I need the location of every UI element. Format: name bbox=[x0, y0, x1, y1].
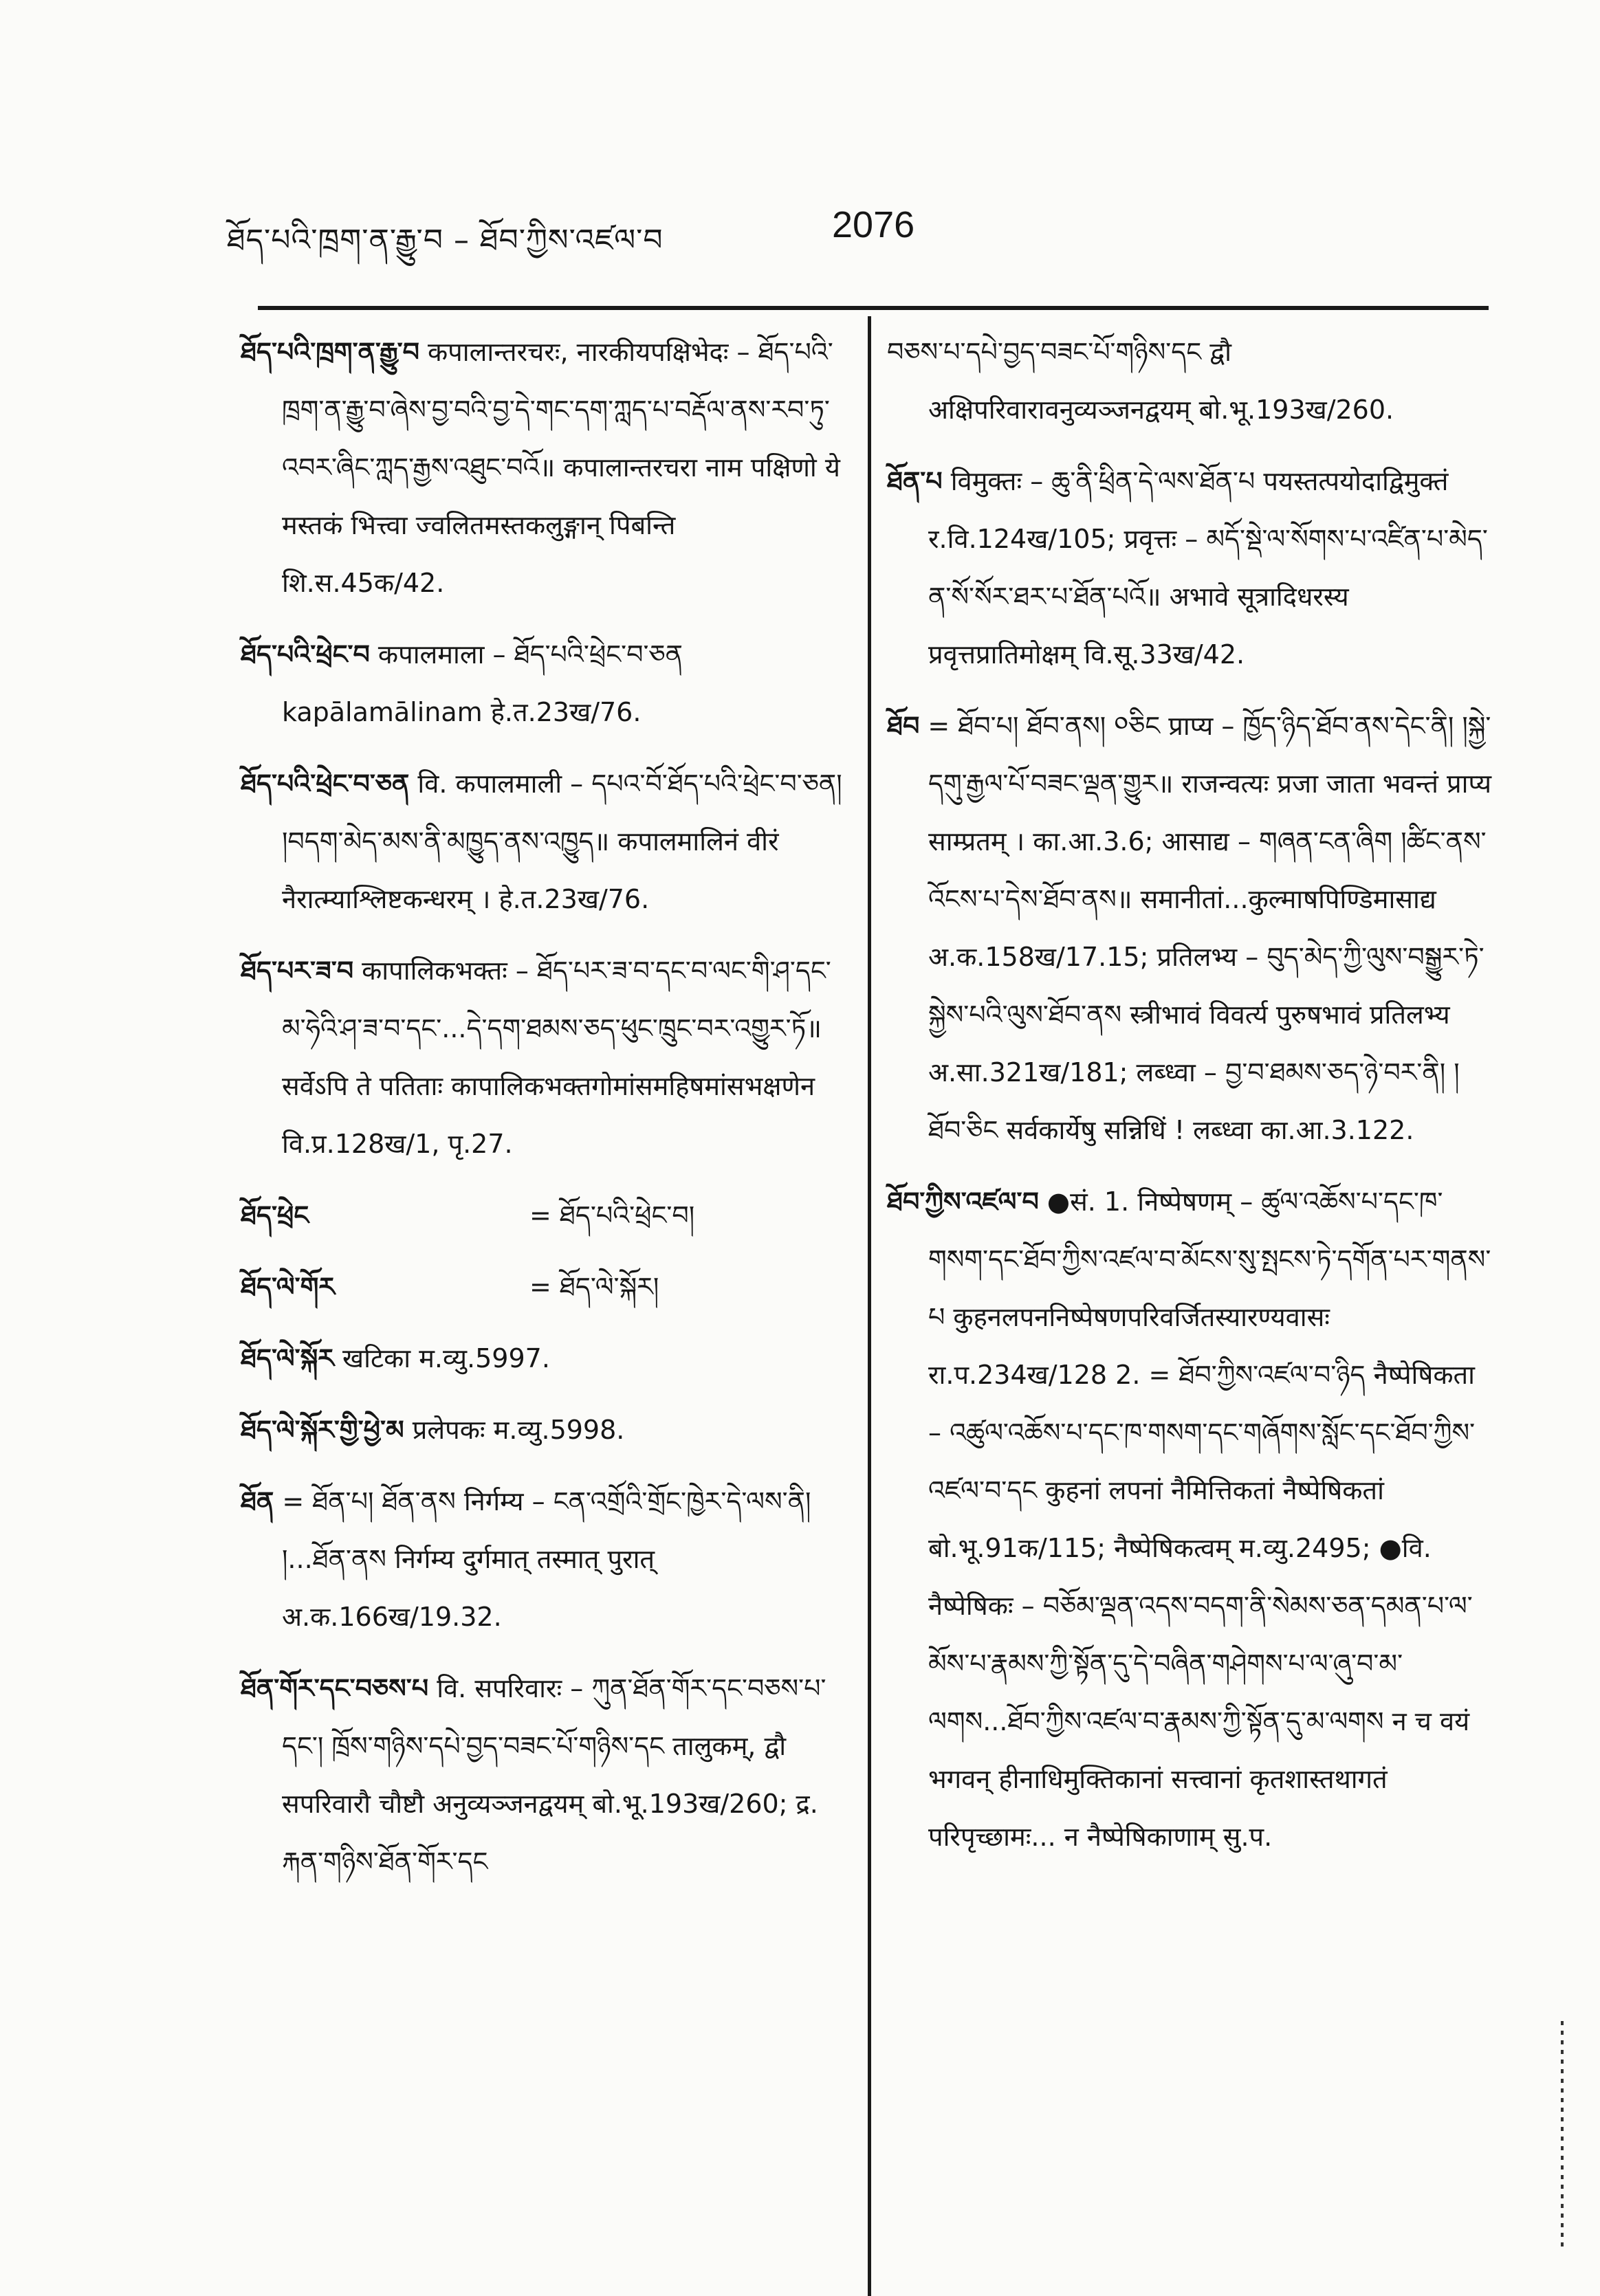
headword: ཐོད་པར་ཟ་བ bbox=[241, 956, 354, 986]
dictionary-entry bbox=[887, 452, 1492, 683]
headword: ཐོད་ལེ་སྐོར་གྱི་ཕྱེ་མ bbox=[241, 1415, 404, 1445]
dictionary-entry bbox=[241, 1659, 846, 1890]
entry-body: བཅས་པ་དཔེ་བྱད་བཟང་པོ་གཉིས་དང द्वौ अक्षिपरिवारावनुव्यञ्जनद्वयम् बो.भू.193ख/260. bbox=[887, 337, 1394, 425]
entry-body: कपालमाला – ཐོད་པའི་ཕྲེང་བ་ཅན kapālamālinam हे.त.23ख/76. bbox=[282, 639, 683, 727]
headword: ཐོད་ལེ་གོར bbox=[241, 1272, 336, 1302]
equivalence-entry bbox=[241, 1258, 846, 1316]
entry-body: = ཐོབ་པ། ཐོབ་ནས། ༠ཅིང प्राप्य – ཁྱོད་ཉིད་ཐོབ་ནས་དེང་ནི། །སྐྱེ་དགུ་རྒྱལ་པོ་བཟང་ལྡན་གྱུར॥ राजन्वत्यः प्रजा जाता भवन्तं प्राप्य साम्प्रतम् । का.आ.3.6; आसाद्य – གཞན་ངན་ཞིག །ཚིང་ནས་འོངས་པ་དེས་ཐོབ་ནས॥ समानीतां...कुल्माषपिण्डिमासाद्य अ.क.158ख/17.15; प्रतिलभ्य – བུད་མེད་ཀྱི་ལུས་བསྒྱུར་ཏེ་སྐྱེས་པའི་ལུས་ཐོབ་ནས स्त्रीभावं विवर्त्य पुरुषभावं प्रतिलभ्य अ.सा.321ख/181; लब्ध्वा – བྱ་བ་ཐམས་ཅད་ཉེ་བར་ནི། །ཐོབ་ཅིང सर्वकार्येषु सन्निधिं ! लब्ध्वा का.आ.3.122. bbox=[919, 711, 1491, 1145]
running-head-text: ཐོད་པའི་ཁྲག་ན་རྒྱུ་བ – ཐོབ་ཀྱིས་འཛལ་བ bbox=[227, 223, 664, 258]
headword: ཐོད་པའི་ཕྲེང་བ་ཅན bbox=[241, 769, 410, 799]
headword: ཐོན bbox=[241, 1486, 274, 1516]
headword: ཐོན་གོར་དང་བཅས་པ bbox=[241, 1673, 429, 1703]
headword: ཐོབ bbox=[887, 711, 920, 741]
equivalent: = ཐོད་པའི་ཕྲེང་བ། bbox=[529, 1200, 695, 1230]
dictionary-entry bbox=[241, 323, 846, 612]
dictionary-entry bbox=[241, 942, 846, 1173]
entry-body: खटिका म.व्यु.5997. bbox=[333, 1343, 550, 1373]
headword: ཐོབ་ཀྱིས་འཛལ་བ bbox=[887, 1186, 1039, 1217]
column-divider bbox=[868, 316, 871, 2296]
running-header bbox=[227, 206, 1478, 268]
entry-body: प्रलेपकः म.व्यु.5998. bbox=[404, 1415, 625, 1445]
headword: ཐོད་ཕྲེང bbox=[241, 1200, 309, 1230]
right-column bbox=[887, 323, 1492, 1879]
equivalence-entry bbox=[241, 1186, 846, 1244]
left-column bbox=[241, 323, 846, 1904]
entry-body: = ཐོན་པ། ཐོན་ནས निर्गम्य – ངན་འགྲོའི་གྲོང་ཁྱེར་དེ་ལས་ནི། །...ཐོན་ནས निर्गम्य दुर्गमात् तस्मात् पुरात् अ.क.166ख/19.32. bbox=[274, 1486, 811, 1632]
dictionary-entry-continuation bbox=[887, 323, 1492, 439]
dictionary-entry bbox=[241, 1472, 846, 1646]
dictionary-entry bbox=[241, 1329, 846, 1387]
entry-body: विमुक्तः – ཆུ་ནི་ཕྲིན་དེ་ལས་ཐོན་པ पयस्तत्पयोदाद्विमुक्तं र.वि.124ख/105; प्रवृत्तः – མདོ་སྡེ་ལ་སོགས་པ་འཛིན་པ་མེད་ན་སོ་སོར་ཐར་པ་ཐོན་པའོ॥ अभावे सूत्रादिधरस्य प्रवृत्तप्रातिमोक्षम् वि.सू.33ख/42. bbox=[928, 466, 1488, 670]
dictionary-entry bbox=[241, 755, 846, 928]
page-number: 2076 bbox=[832, 204, 915, 245]
headword: ཐོད་ལེ་སྐོར bbox=[241, 1343, 334, 1373]
entry-body: वि. कपालमाली – དཔའ་བོ་ཐོད་པའི་ཕྲེང་བ་ཅན། །བདག་མེད་མས་ནི་མཁྱུད་ནས་འཁྱུད॥ कपालमालिनं वीरं नैरात्म्याश्लिष्टकन्धरम् । हे.त.23ख/76. bbox=[282, 769, 842, 914]
equivalent: = ཐོད་ལེ་སྐོར། bbox=[529, 1272, 659, 1302]
dictionary-entry bbox=[241, 1401, 846, 1459]
dictionary-entry bbox=[887, 1173, 1492, 1866]
entry-body: कपालान्तरचरः, नारकीयपक्षिभेदः – ཐོད་པའི་ཁྲག་ན་རྒྱུ་བ་ཞེས་བྱ་བའི་བྱ་དེ་གང་དག་ཀླད་པ་བརྡོལ་ནས་རབ་ཏུ་འབར་ཞིང་ཀླད་རྒྱས་འཐུང་བའོ॥ कपालान्तरचरा नाम पक्षिणो ये मस्तकं भित्त्वा ज्वलितमस्तकलुङ्गान् पिबन्ति शि.स.45क/42. bbox=[282, 337, 840, 598]
headword: ཐོད་པའི་ཁྲག་ན་རྒྱུ་བ bbox=[241, 337, 419, 367]
dictionary-entry bbox=[241, 626, 846, 741]
scan-margin-mark bbox=[1561, 2021, 1564, 2248]
headword: ཐོད་པའི་ཕྲེང་བ bbox=[241, 639, 370, 670]
entry-body: वि. सपरिवारः – ཀུན་ཐོན་གོར་དང་བཅས་པ་དང་། ཁྲོས་གཉིས་དཔེ་བྱད་བཟང་པོ་གཉིས་དང तालुकम्, द्वौ सपरिवारौ चौष्टौ अनुव्यञ्जनद्वयम् बो.भू.193ख/260; द्र. རྐན་གཉིས་ཐོན་གོར་དང bbox=[282, 1673, 826, 1877]
headword: ཐོན་པ bbox=[887, 466, 943, 496]
dictionary-entry bbox=[887, 697, 1492, 1159]
header-rule bbox=[258, 306, 1489, 310]
entry-body: कापालिकभक्तः – ཐོད་པར་ཟ་བ་དང་བ་ལང་གི་ཤ་དང་མ་ཧེའི་ཤ་ཟ་བ་དང་...དེ་དག་ཐམས་ཅད་ཕུང་ཁྲུང་བར་འགྱུར་ཏོ॥ सर्वेऽपि ते पतिताः कापालिकभक्तगोमांसमहिषमांसभक्षणेन वि.प्र.128ख/1, पृ.27. bbox=[282, 956, 831, 1159]
entry-body: ●सं. 1. निष्पेषणम् – ཚུལ་འཆོས་པ་དང་ཁ་གསག་དང་ཐོབ་ཀྱིས་འཛལ་བ་མོངས་སུ་སྤངས་ཏེ་དགོན་པར་གནས་པ कुहनलपननिष्पेषणपरिवर्जितस्यारण्यवासः रा.प.234ख/128 2. = ཐོབ་ཀྱིས་འཛལ་བ་ཉིད नैष्पेषिकता – འཚུལ་འཆོས་པ་དང་ཁ་གསག་དང་གཞོགས་སློང་དང་ཐོབ་ཀྱིས་འཛལ་བ་དང कुहनां लपनां नैमित्तिकतां नैष्पेषिकतां बो.भू.91क/115; नैष्पेषिकत्वम् म.व्यु.2495; ●वि. नैष्पेषिकः – བཅོམ་ལྡན་འདས་བདག་ནི་སེམས་ཅན་དམན་པ་ལ་མོས་པ་རྣམས་ཀྱི་སྟོན་དུ་དེ་བཞིན་གཤེགས་པ་ལ་ཞུ་བ་མ་ལགས...ཐོབ་ཀྱིས་འཛལ་བ་རྣམས་ཀྱི་སྟོན་དུ་མ་ལགས न च वयं भगवन् हीनाधिमुक्तिकानां सत्त्वानां कृतशास्तथागतं परिपृच्छामः... न नैष्पेषिकाणाम् सु.प. bbox=[928, 1186, 1491, 1852]
